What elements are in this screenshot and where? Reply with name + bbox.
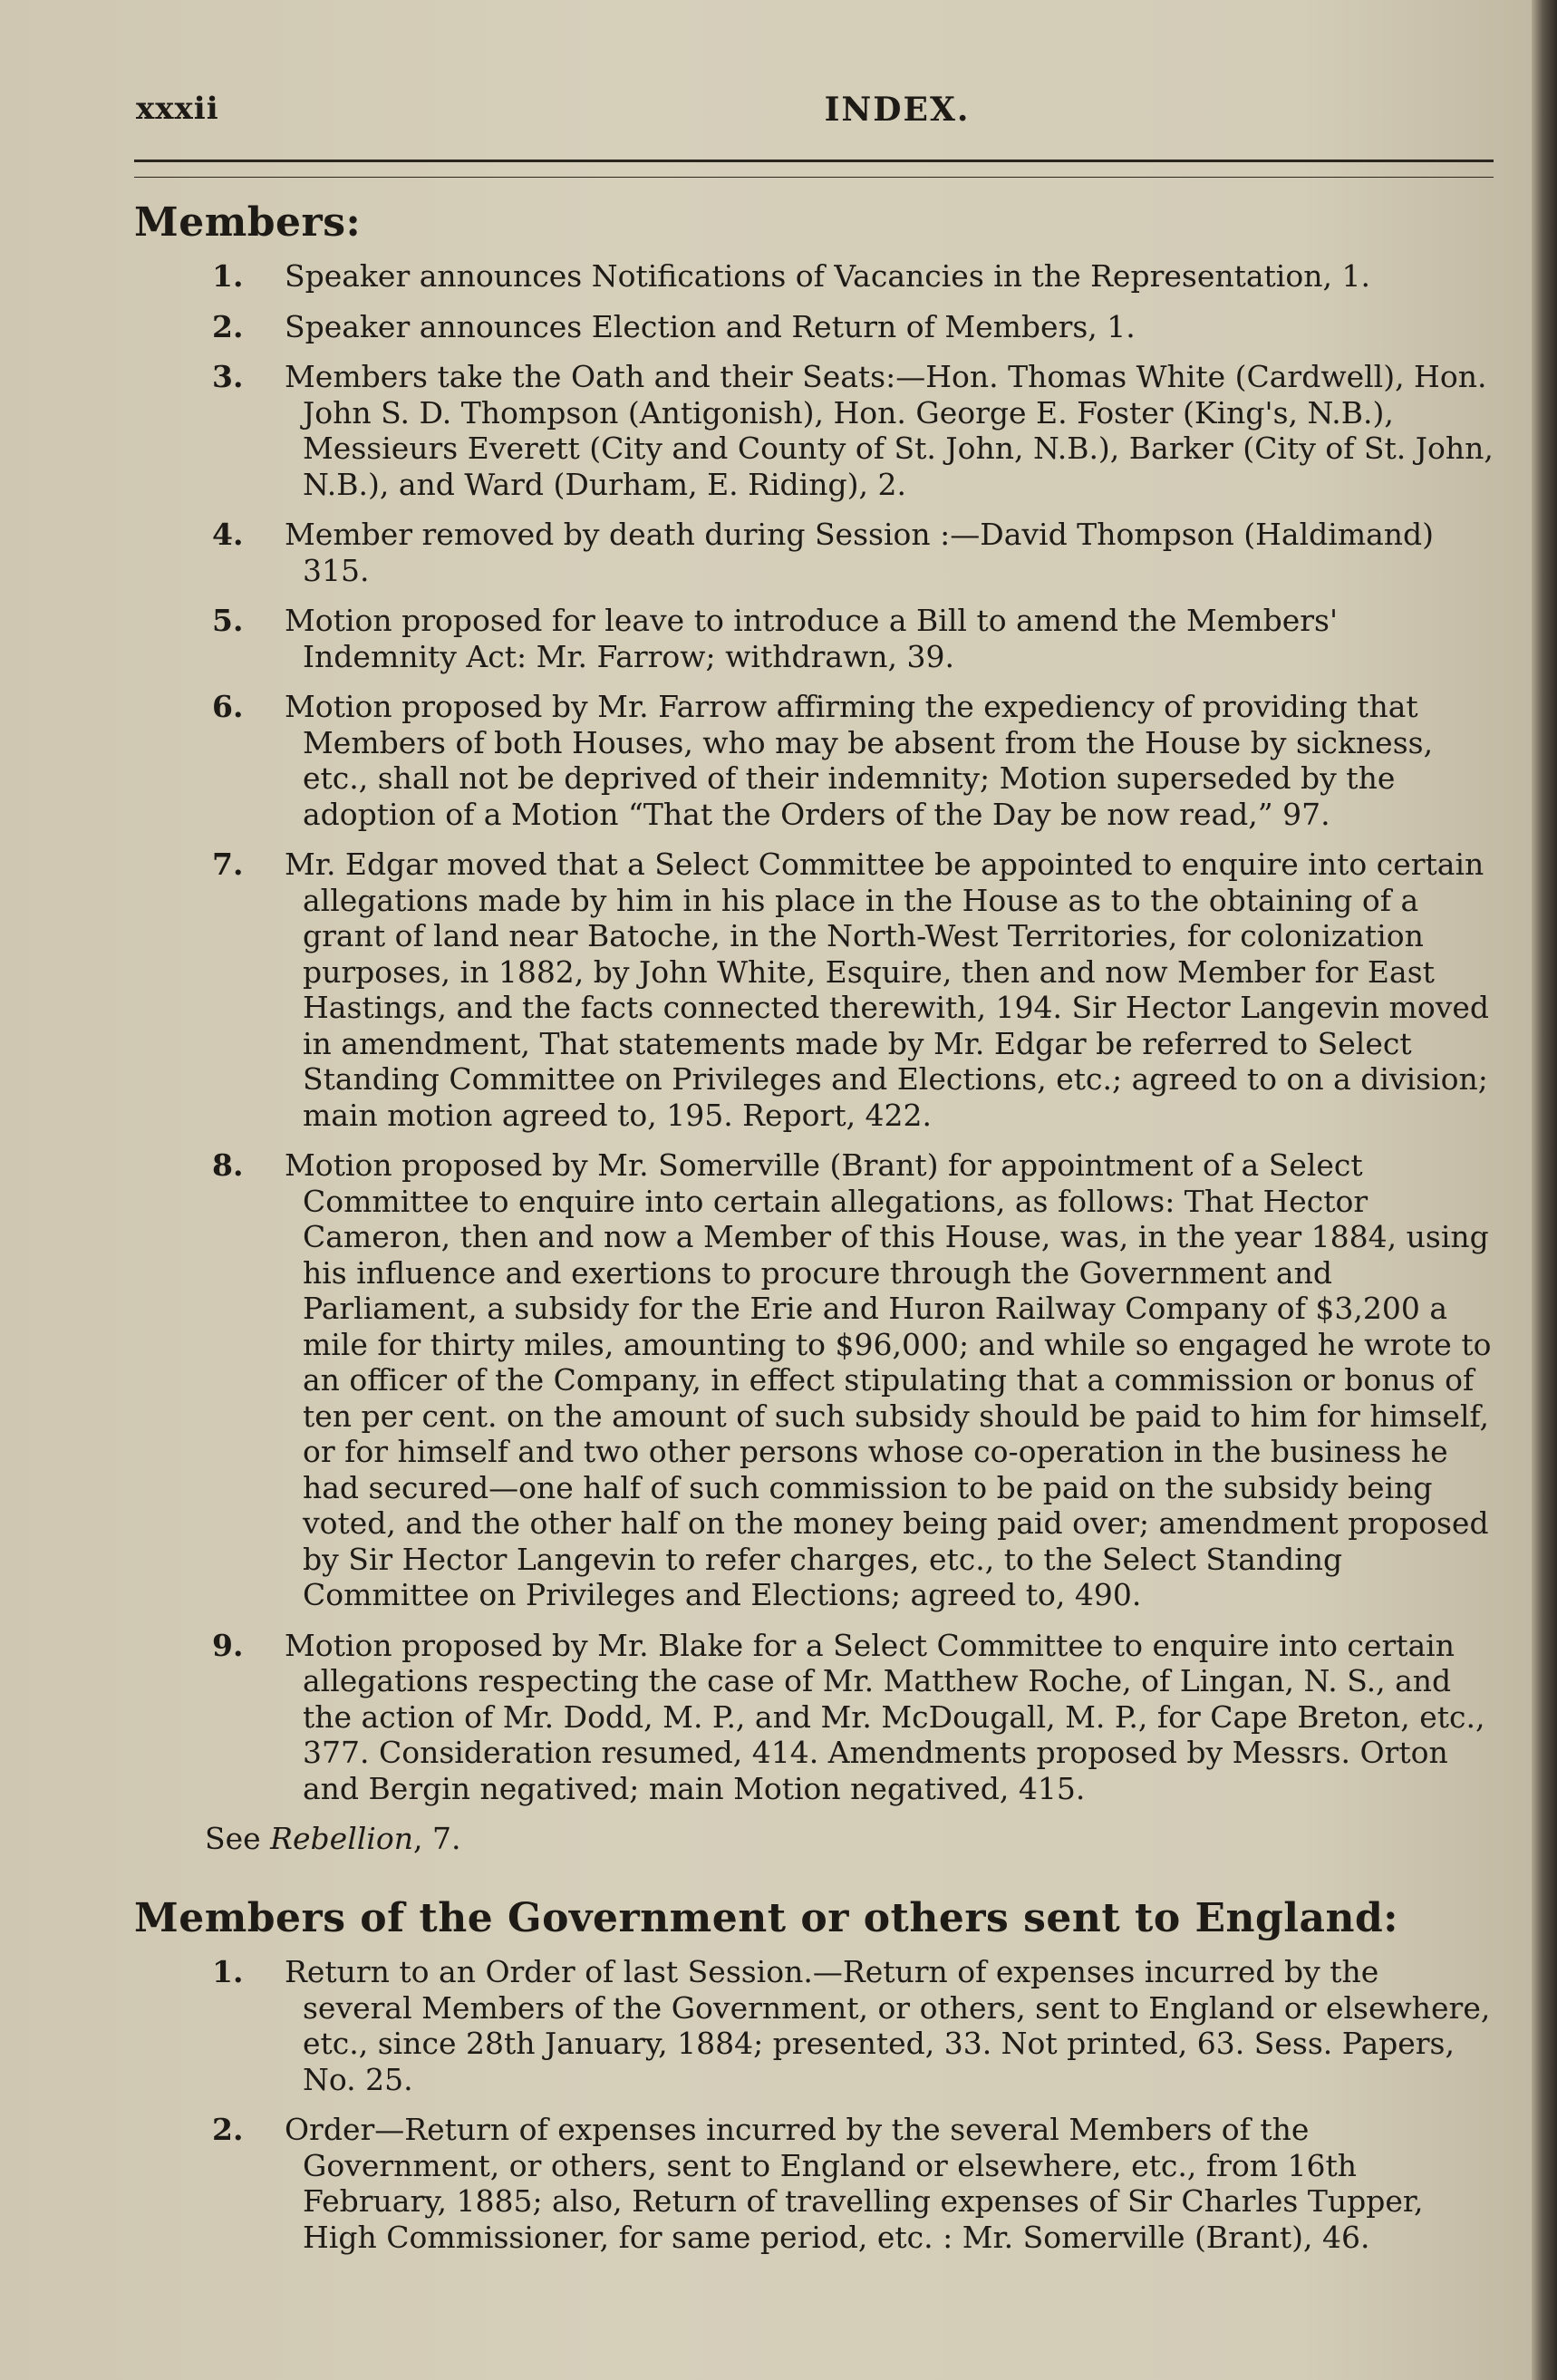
entry-number: 6. [212,689,244,724]
entry-text: Member removed by death during Session :—David Thompson (Haldimand) 315. [285,517,1435,588]
index-entry [134,1628,1494,1807]
entry-text: Speaker announces Election and Return of Members, 1. [285,308,1136,344]
running-title: INDEX. [824,91,971,129]
header-rule [134,160,1494,178]
entry-text: Motion proposed by Mr. Somerville (Brant) for appointment of a Select Committee to enquire into certain allegations, as follows: That Hector Cameron, then and now a Member of this House, was, in the year 1884, using his influence and exertions to procure through the Government and Parliament, a subsidy for the Erie and Huron Railway Company of $3,200 a mile for thirty miles, amounting to $96,000; and while so engaged he wrote to an officer of the Company, in effect stipulating that a commission or bonus of ten per cent. on the amount of such subsidy should be paid to him for himself, or for himself and two other persons whose co-operation in the business he had secured—one half of such commission to be paid on the subsidy being voted, and the other half on the money being paid over; amendment proposed by Sir Hector Langevin to refer charges, etc., to the Select Standing Committee on Privileges and Elections; agreed to, 490. [285,1147,1492,1612]
index-entry [134,359,1494,502]
index-entry [134,847,1494,1133]
entry-number: 8. [212,1147,244,1183]
see-reference-link: Rebellion [270,1821,413,1856]
entry-number: 1. [212,1954,244,1989]
entry-text: Return to an Order of last Session.—Return of expenses incurred by the several Members of the Government, or others, sent to England or elsewhere, etc., since 28th January, 1884; presented, 33. Not printed, 63. Sess. Papers, No. 25. [285,1954,1491,2097]
index-entry [134,1147,1494,1613]
entry-text: Order—Return of expenses incurred by the several Members of the Government, or others, sent to England or elsewhere, etc., from 16th February, 1885; also, Return of travelling expenses of Sir Charles Tupper, High Commissioner, for same period, etc. : Mr. Somerville (Brant), 46. [285,2112,1424,2255]
index-entry [134,2112,1494,2255]
cross-reference [205,1821,1494,1857]
entry-number: 5. [212,603,244,638]
see-prefix: See [205,1821,261,1856]
entry-text: Mr. Edgar moved that a Select Committee be appointed to enquire into certain allegations made by him in his place in the House as to the obtaining of a grant of land near Batoche, in the North-West Territories, for colonization purposes, in 1882, by John White, Esquire, then and now Member for East Hastings, and the facts connected therewith, 194. Sir Hector Langevin moved in amendment, That statements made by Mr. Edgar be referred to Select Standing Committee on Privileges and Elections, etc.; agreed to on a division; main motion agreed to, 195. Report, 422. [285,847,1490,1133]
entry-text: Motion proposed for leave to introduce a Bill to amend the Members' Indemnity Act: Mr. Farrow; withdrawn, 39. [285,603,1339,674]
entry-number: 7. [212,847,244,882]
entry-number: 3. [212,359,244,394]
page-header [136,91,1495,136]
entry-number: 9. [212,1627,244,1663]
entry-text: Motion proposed by Mr. Blake for a Select Committee to enquire into certain allegations respecting the case of Mr. Matthew Roche, of Lingan, N. S., and the action of Mr. Dodd, M. P., and Mr. McDougall, M. P., for Cape Breton, etc., 377. Consideration resumed, 414. Amendments proposed by Messrs. Orton and Bergin negatived; main Motion negatived, 415. [285,1627,1485,1806]
page-number: xxxii [136,91,219,127]
index-entry [134,689,1494,832]
section-title: Members of the Government or others sent to England: [134,1895,1399,1941]
entry-text: Motion proposed by Mr. Farrow affirming the expediency of providing that Members of both Houses, who may be absent from the House by sickness, etc., shall not be deprived of their indemnity; Motion superseded by the adoption of a Motion “That the Orders of the Day be now read,” 97. [285,689,1434,832]
see-suffix: , 7. [413,1821,461,1856]
index-section-government-members-england [134,1895,1494,2255]
section-title: Members: [134,199,362,246]
book-spine-edge [1532,0,1557,2380]
entry-number: 4. [212,517,244,552]
index-entry [134,603,1494,674]
index-section-members [134,199,1494,1857]
index-entry [134,1954,1494,2097]
entry-number: 2. [212,2112,244,2147]
index-content [134,199,1494,2269]
entry-number: 1. [212,258,244,294]
entry-number: 2. [212,308,244,344]
index-entry [134,258,1494,295]
entry-text: Speaker announces Notifications of Vacancies in the Representation, 1. [285,258,1370,294]
entry-text: Members take the Oath and their Seats:—Hon. Thomas White (Cardwell), Hon. John S. D. Thompson (Antigonish), Hon. George E. Foster (King's, N.B.), Messieurs Everett (City and County of St. John, N.B.), Barker (City of St. John, N.B.), and Ward (Durham, E. Riding), 2. [285,359,1494,502]
index-entry [134,517,1494,588]
index-entry [134,309,1494,345]
